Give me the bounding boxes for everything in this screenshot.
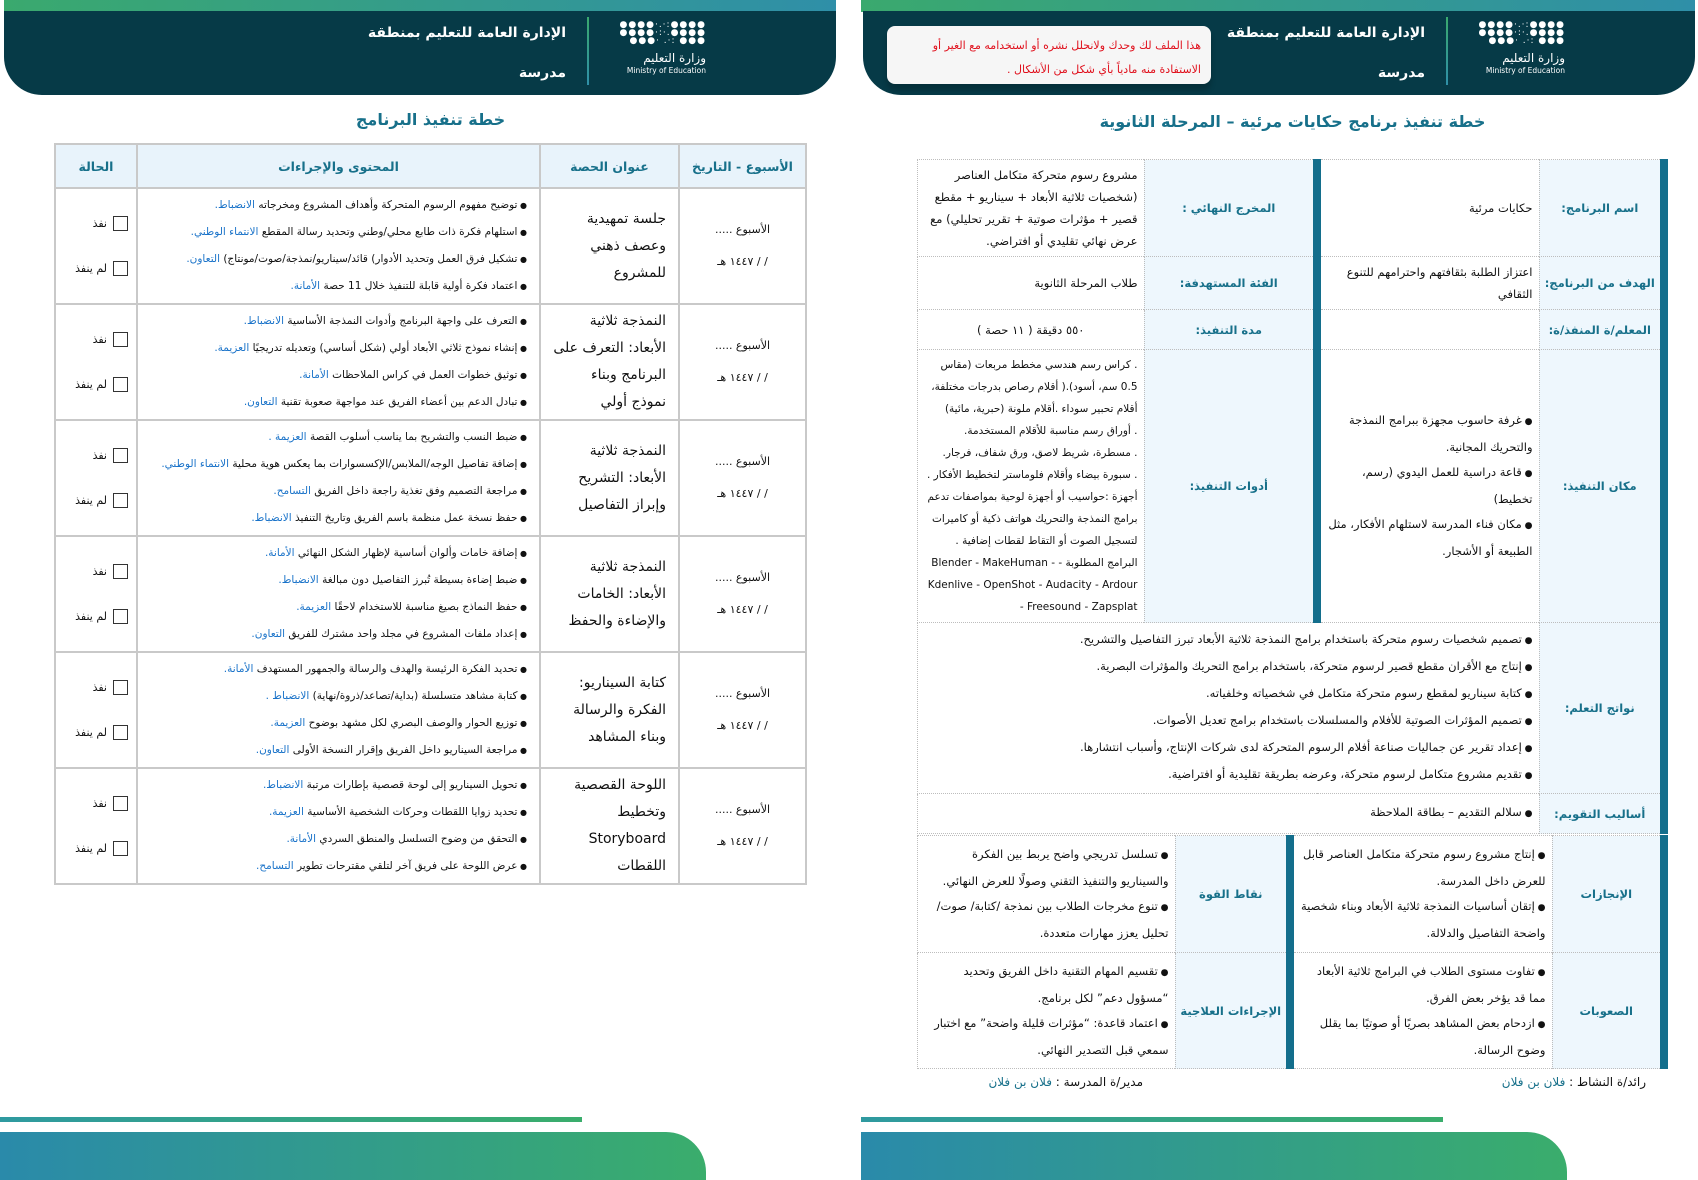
week-label: الأسبوع ..... bbox=[714, 803, 771, 816]
logo-dots-icon: ●●●●·.·:●●●● ●●●●·:·.●●●● ●●●· .·: ●●● bbox=[619, 20, 706, 46]
week-date-cell bbox=[679, 536, 806, 652]
value-tag: الانضباط. bbox=[251, 512, 292, 524]
list-item: . سبورة بيضاء وأقلام فلوماستر لتخطيط الأفكار . bbox=[927, 469, 1138, 481]
status-cell bbox=[55, 768, 137, 884]
content-item: ● كتابة مشاهد متسلسلة (بداية/تصاعد/ذروة/نهاية) الانضباط . bbox=[150, 683, 527, 710]
difficulties-value bbox=[1290, 953, 1552, 1069]
list-item: ● كتابة سيناريو لمقطع رسوم متحركة متكامل في شخصياته وخلفياته. bbox=[924, 681, 1533, 708]
list-item: ● غرفة حاسوب مجهزة ببرامج النمذجة والتحريك المجانية. bbox=[1327, 408, 1533, 460]
value-tag: الانتماء الوطني. bbox=[161, 458, 230, 470]
week-date-cell bbox=[679, 420, 806, 536]
footer-line bbox=[0, 1117, 582, 1122]
target-value: طلاب المرحلة الثانوية bbox=[918, 257, 1145, 310]
left-page-title: خطة تنفيذ البرنامج bbox=[355, 110, 506, 129]
region-label: الإدارة العامة للتعليم بمنطقة bbox=[367, 25, 566, 41]
duration-value: ٥٥٠ دقيقة ( ١١ حصة ) bbox=[918, 310, 1145, 350]
content-item: ● التعرف على واجهة البرنامج وأدوات النمذجة الأساسية الانضباط. bbox=[150, 308, 527, 335]
list-item: ● تصميم المؤثرات الصوتية للأفلام والمسلسلات باستخدام برامج تعديل الأصوات. bbox=[924, 708, 1533, 735]
checkbox-icon[interactable] bbox=[113, 841, 128, 856]
week-label: الأسبوع ..... bbox=[714, 687, 771, 700]
value-tag: الانضباط. bbox=[262, 779, 304, 791]
goal-value: اعتزاز الطلبة بثقافتهم واحترامهم للتنوع الثقافي bbox=[1317, 257, 1539, 310]
content-item: ● تبادل الدعم بين أعضاء الفريق عند مواجهة صعوبة تقنية التعاون. bbox=[150, 389, 527, 416]
checkbox-icon[interactable] bbox=[113, 725, 128, 740]
header-status: الحالة bbox=[55, 144, 137, 188]
list-item: ● ازدحام بعض المشاهد بصريًا أو صوتيًا بما يقلل وضوح الرسالة. bbox=[1300, 1011, 1546, 1063]
remedies-label: الإجراءات العلاجية bbox=[1175, 953, 1290, 1069]
week-date-cell bbox=[679, 652, 806, 768]
checkbox-icon[interactable] bbox=[113, 261, 128, 276]
assessment-label: أساليب التقويم: bbox=[1539, 794, 1664, 834]
logo-dots-icon: ●●●●·.·:●●●● ●●●●·:·.●●●● ●●●· .·: ●●● bbox=[1478, 20, 1565, 46]
assessment-value bbox=[918, 794, 1540, 834]
header-lesson-title: عنوان الحصة bbox=[540, 144, 679, 188]
value-tag: الأمانة. bbox=[286, 833, 317, 845]
table-row bbox=[55, 420, 806, 536]
value-tag: التعاون. bbox=[251, 628, 286, 640]
content-item: ● توضيح مفهوم الرسوم المتحركة وأهداف المشروع ومخرجاته الانضباط. bbox=[150, 192, 527, 219]
table-row bbox=[55, 304, 806, 420]
status-cell bbox=[55, 420, 137, 536]
content-item: ● إضافة تفاصيل الوجه/الملابس/الإكسسوارات بما يعكس هوية محلية الانتماء الوطني. bbox=[150, 451, 527, 478]
content-item: ● مراجعة التصميم وفق تغذية راجعة داخل الفريق التسامح. bbox=[150, 478, 527, 505]
content-cell bbox=[137, 420, 540, 536]
list-item: ● قاعة دراسية للعمل اليدوي (رسم، تخطيط) bbox=[1327, 460, 1533, 512]
content-item: ● إنشاء نموذج ثلاثي الأبعاد أولي (شكل أساسي) وتعديله تدريجيًا العزيمة. bbox=[150, 335, 527, 362]
list-item: ● تصميم شخصيات رسوم متحركة باستخدام برامج النمذجة ثلاثية الأبعاد تبرز التفاصيل والتشريح. bbox=[924, 627, 1533, 654]
checkbox-icon[interactable] bbox=[113, 332, 128, 347]
week-date-cell bbox=[679, 304, 806, 420]
list-item: ● تفاوت مستوى الطلاب في البرامج ثلاثية الأبعاد مما قد يؤخر بعض الفرق. bbox=[1300, 959, 1546, 1011]
week-label: الأسبوع ..... bbox=[714, 339, 771, 352]
status-done-checkbox[interactable]: نفذ bbox=[56, 556, 136, 587]
status-cell bbox=[55, 536, 137, 652]
status-not-done-checkbox[interactable]: لم ينفذ bbox=[56, 601, 136, 632]
list-item: ● مكان فناء المدرسة لاستلهام الأفكار، مثل الطبيعة أو الأشجار. bbox=[1327, 512, 1533, 564]
list-item: ● إتقان أساسيات النمذجة ثلاثية الأبعاد وبناء شخصية واضحة التفاصيل والدلالة. bbox=[1300, 894, 1546, 946]
date-label: / / ١٤٤٧ هـ bbox=[717, 719, 768, 732]
footer-line bbox=[861, 1117, 1443, 1122]
content-item: ● تحديد الفكرة الرئيسة والهدف والرسالة والجمهور المستهدف الأمانة. bbox=[150, 656, 527, 683]
lesson-title: جلسة تمهيدية وعصف ذهني للمشروع bbox=[540, 188, 679, 304]
content-item: ● تحويل السيناريو إلى لوحة قصصية بإطارات مرتبة الانضباط. bbox=[150, 772, 527, 799]
value-tag: الأمانة. bbox=[264, 547, 295, 559]
checkbox-icon[interactable] bbox=[113, 448, 128, 463]
header-divider bbox=[587, 17, 589, 85]
value-tag: التعاون. bbox=[186, 253, 220, 265]
list-item: ● سلالم التقديم – بطاقة الملاحظة bbox=[924, 800, 1533, 827]
week-date-cell bbox=[679, 188, 806, 304]
outcomes-value bbox=[918, 623, 1540, 794]
content-item: ● مراجعة السيناريو داخل الفريق وإقرار النسخة الأولى التعاون. bbox=[150, 737, 527, 764]
status-not-done-checkbox[interactable]: لم ينفذ bbox=[56, 253, 136, 284]
school-label: مدرسة bbox=[1377, 65, 1425, 81]
list-item: ● إعداد تقرير عن جماليات صناعة أفلام الرسوم المتحركة لدى شركات الإنتاج، وأسباب انتشارها. bbox=[924, 735, 1533, 762]
final-output-value: مشروع رسوم متحركة متكامل العناصر (شخصيات ثلاثية الأبعاد + سيناريو + مقطع قصير + مؤثرات صوتية + تقرير تحليلي) مع عرض نهائي تقليدي أو افتراضي. bbox=[918, 160, 1145, 257]
place-value bbox=[1317, 350, 1539, 623]
checkbox-icon[interactable] bbox=[113, 377, 128, 392]
status-done-checkbox[interactable]: نفذ bbox=[56, 208, 136, 239]
value-tag: الأمانة. bbox=[223, 663, 254, 675]
table-row bbox=[55, 768, 806, 884]
table-row bbox=[55, 188, 806, 304]
checkbox-icon[interactable] bbox=[113, 680, 128, 695]
content-item: ● ضبط النسب والتشريح بما يناسب أسلوب القصة العزيمة . bbox=[150, 424, 527, 451]
header-divider bbox=[1446, 17, 1448, 85]
checkbox-icon[interactable] bbox=[113, 564, 128, 579]
ministry-logo: ●●●●·.·:●●●● ●●●●·:·.●●●● ●●●· .·: ●●● وزارة التعليم Ministry of Education bbox=[1465, 21, 1565, 75]
status-not-done-checkbox[interactable]: لم ينفذ bbox=[56, 717, 136, 748]
outcomes-label: نواتج التعلم: bbox=[1539, 623, 1664, 794]
difficulties-label: الصعوبات bbox=[1552, 953, 1664, 1069]
value-tag: الانضباط. bbox=[278, 574, 319, 586]
program-info-table bbox=[917, 159, 1668, 834]
content-item: ● ضبط إضاءة بسيطة تُبرز التفاصيل دون مبالغة الانضباط. bbox=[150, 567, 527, 594]
week-label: الأسبوع ..... bbox=[714, 571, 771, 584]
achievements-value bbox=[1290, 836, 1552, 953]
week-label: الأسبوع ..... bbox=[714, 455, 771, 468]
activity-leader-signature: رائد/ة النشاط : فلان بن فلان bbox=[1501, 1075, 1646, 1089]
content-item: ● تحديد زوايا اللقطات وحركات الشخصية الأساسية العزيمة. bbox=[150, 799, 527, 826]
tools-label: أدوات التنفيذ: bbox=[1144, 350, 1317, 623]
week-date-cell bbox=[679, 768, 806, 884]
content-item: ● تشكيل فرق العمل وتحديد الأدوار) قائد/سيناريو/نمذجة/صوت/مونتاج) التعاون. bbox=[150, 246, 527, 273]
value-tag: الانضباط . bbox=[265, 690, 310, 702]
content-item: ● توثيق خطوات العمل في كراس الملاحظات الأمانة. bbox=[150, 362, 527, 389]
teacher-label: المعلم/ة المنفذ/ة: bbox=[1539, 310, 1664, 350]
list-item: . مسطرة، شريط لاصق، ورق شفاف، فرجار. bbox=[942, 447, 1138, 459]
content-item: ● توزيع الحوار والوصف البصري لكل مشهد بوضوح العزيمة. bbox=[150, 710, 527, 737]
value-tag: العزيمة. bbox=[214, 342, 250, 354]
table-row bbox=[55, 536, 806, 652]
list-item: ● تنوع مخرجات الطلاب بين نمذجة /كتابة/ صوت/ تحليل يعزز مهارات متعددة. bbox=[924, 894, 1169, 946]
checkbox-icon[interactable] bbox=[113, 796, 128, 811]
school-label: مدرسة bbox=[518, 65, 566, 81]
teacher-value bbox=[1317, 310, 1539, 350]
program-plan-table bbox=[54, 143, 807, 885]
status-done-checkbox[interactable]: نفذ bbox=[56, 324, 136, 355]
status-not-done-checkbox[interactable]: لم ينفذ bbox=[56, 369, 136, 400]
value-tag: الانتماء الوطني. bbox=[190, 226, 259, 238]
table-row bbox=[55, 652, 806, 768]
principal-signature: مدير/ة المدرسة : فلان بن فلان bbox=[988, 1075, 1143, 1089]
achievements-label: الإنجازات bbox=[1552, 836, 1664, 953]
list-item: . كراس رسم هندسي مخطط مربعات (مقاس 0.5 سم، أسود).( أقلام رصاص بدرجات مختلفة، أقلام تحبير سوداء .أقلام ملونة (حبرية، مائية) bbox=[931, 359, 1138, 415]
value-tag: التسامح. bbox=[256, 860, 294, 872]
content-cell bbox=[137, 536, 540, 652]
week-label: الأسبوع ..... bbox=[714, 223, 771, 236]
date-label: / / ١٤٤٧ هـ bbox=[717, 603, 768, 616]
list-item: البرامج المطلوبة - Blender - MakeHuman - Kdenlive - OpenShot - Audacity - Ardour - Freesound - Zapsplat bbox=[927, 557, 1138, 613]
program-name-value: حكايات مرئية bbox=[1317, 160, 1539, 257]
content-item: ● استلهام فكرة ذات طابع محلي/وطني وتحديد رسالة المقطع الانتماء الوطني. bbox=[150, 219, 527, 246]
status-done-checkbox[interactable]: نفذ bbox=[56, 788, 136, 819]
header-week-date: الأسبوع - التاريخ bbox=[679, 144, 806, 188]
header-content: المحتوى والإجراءات bbox=[137, 144, 540, 188]
date-label: / / ١٤٤٧ هـ bbox=[717, 371, 768, 384]
status-cell bbox=[55, 304, 137, 420]
value-tag: العزيمة. bbox=[268, 806, 304, 818]
checkbox-icon[interactable] bbox=[113, 493, 128, 508]
content-cell bbox=[137, 188, 540, 304]
lesson-title: النمذجة ثلاثية الأبعاد: التشريح وإبراز التفاصيل bbox=[540, 420, 679, 536]
remedies-value bbox=[918, 953, 1176, 1069]
tools-value bbox=[918, 350, 1145, 623]
checkbox-icon[interactable] bbox=[113, 609, 128, 624]
region-label: الإدارة العامة للتعليم بمنطقة bbox=[1226, 25, 1425, 41]
ministry-logo: ●●●●·.·:●●●● ●●●●·:·.●●●● ●●●· .·: ●●● وزارة التعليم Ministry of Education bbox=[606, 21, 706, 75]
evaluation-table bbox=[917, 835, 1668, 1069]
right-page-title: خطة تنفيذ برنامج حكايات مرئية – المرحلة الثانوية bbox=[1099, 112, 1486, 131]
content-cell bbox=[137, 652, 540, 768]
content-item: ● التحقق من وضوح التسلسل والمنطق السردي الأمانة. bbox=[150, 826, 527, 853]
status-not-done-checkbox[interactable]: لم ينفذ bbox=[56, 485, 136, 516]
value-tag: التعاون. bbox=[255, 744, 290, 756]
goal-label: الهدف من البرنامج: bbox=[1539, 257, 1664, 310]
status-cell bbox=[55, 652, 137, 768]
list-item: . أوراق رسم مناسبة للأقلام المستخدمة. bbox=[964, 425, 1138, 437]
list-item: ● تقسيم المهام التقنية داخل الفريق وتحديد “مسؤول دعم” لكل برنامج. bbox=[924, 959, 1169, 1011]
list-item: ● تسلسل تدريجي واضح يربط بين الفكرة والسيناريو والتنفيذ التقني وصولًا للعرض النهائي. bbox=[924, 842, 1169, 894]
target-label: الفئة المستهدفة: bbox=[1144, 257, 1317, 310]
list-item: أجهزة :حواسيب أو أجهزة لوحية بمواصفات تدعم برامج النمذجة والتحريك هواتف ذكية أو كاميرات لتسجيل الصوت أو التقاط لقطات إضافية . bbox=[927, 491, 1138, 547]
strengths-label: نقاط القوة bbox=[1175, 836, 1290, 953]
footer-band bbox=[0, 1132, 706, 1180]
footer-band bbox=[861, 1132, 1567, 1180]
content-item: ● حفظ نسخة عمل منظمة باسم الفريق وتاريخ التنفيذ الانضباط. bbox=[150, 505, 527, 532]
copyright-notice: هذا الملف لك وحدك ولانحلل نشره أو استخدامه مع الغير أو الاستفادة منه مادياً بأي شكل من الأشكال . bbox=[887, 26, 1211, 84]
lesson-title: كتابة السيناريو: الفكرة والرسالة وبناء المشاهد bbox=[540, 652, 679, 768]
list-item: ● إنتاج مع الأقران مقطع قصير لرسوم متحركة، باستخدام برامج التحريك والمؤثرات البصرية. bbox=[924, 654, 1533, 681]
content-item: ● إضافة خامات وألوان أساسية لإظهار الشكل النهائي الأمانة. bbox=[150, 540, 527, 567]
value-tag: الانضباط. bbox=[214, 199, 255, 211]
value-tag: العزيمة. bbox=[296, 601, 332, 613]
content-item: ● حفظ النماذج بصيغ مناسبة للاستخدام لاحقًا العزيمة. bbox=[150, 594, 527, 621]
program-name-label: اسم البرنامج: bbox=[1539, 160, 1664, 257]
content-cell bbox=[137, 304, 540, 420]
content-item: ● اعتماد فكرة أولية قابلة للتنفيذ خلال 11 حصة الأمانة. bbox=[150, 273, 527, 300]
place-label: مكان التنفيذ: bbox=[1539, 350, 1664, 623]
strengths-value bbox=[918, 836, 1176, 953]
list-item: ● إنتاج مشروع رسوم متحركة متكامل العناصر قابل للعرض داخل المدرسة. bbox=[1300, 842, 1546, 894]
date-label: / / ١٤٤٧ هـ bbox=[717, 255, 768, 268]
value-tag: العزيمة. bbox=[270, 717, 306, 729]
lesson-title: النمذجة ثلاثية الأبعاد: التعرف على البرنامج وبناء نموذج أولي bbox=[540, 304, 679, 420]
value-tag: العزيمة . bbox=[268, 431, 307, 443]
content-item: ● إعداد ملفات المشروع في مجلد واحد مشترك للفريق التعاون. bbox=[150, 621, 527, 648]
status-cell bbox=[55, 188, 137, 304]
date-label: / / ١٤٤٧ هـ bbox=[717, 487, 768, 500]
status-done-checkbox[interactable]: نفذ bbox=[56, 440, 136, 471]
left-page-header bbox=[4, 11, 836, 95]
value-tag: الأمانة. bbox=[290, 280, 321, 292]
checkbox-icon[interactable] bbox=[113, 216, 128, 231]
duration-label: مدة التنفيذ: bbox=[1144, 310, 1317, 350]
status-not-done-checkbox[interactable]: لم ينفذ bbox=[56, 833, 136, 864]
lesson-title: اللوحة القصصية وتخطيط Storyboard اللقطات bbox=[540, 768, 679, 884]
value-tag: الانضباط. bbox=[243, 315, 284, 327]
list-item: ● تقديم مشروع متكامل لرسوم متحركة، وعرضه بطريقة تقليدية أو افتراضية. bbox=[924, 762, 1533, 789]
value-tag: الأمانة. bbox=[299, 369, 329, 381]
content-item: ● عرض اللوحة على فريق آخر لتلقي مقترحات تطوير التسامح. bbox=[150, 853, 527, 880]
status-done-checkbox[interactable]: نفذ bbox=[56, 672, 136, 703]
content-cell bbox=[137, 768, 540, 884]
lesson-title: النمذجة ثلاثية الأبعاد: الخامات والإضاءة والحفظ bbox=[540, 536, 679, 652]
value-tag: التسامح. bbox=[273, 485, 311, 497]
value-tag: التعاون. bbox=[243, 396, 278, 408]
list-item: ● اعتماد قاعدة: “مؤثرات قليلة واضحة” مع اختبار سمعي قبل التصدير النهائي. bbox=[924, 1011, 1169, 1063]
final-output-label: المخرج النهائي : bbox=[1144, 160, 1317, 257]
date-label: / / ١٤٤٧ هـ bbox=[717, 835, 768, 848]
